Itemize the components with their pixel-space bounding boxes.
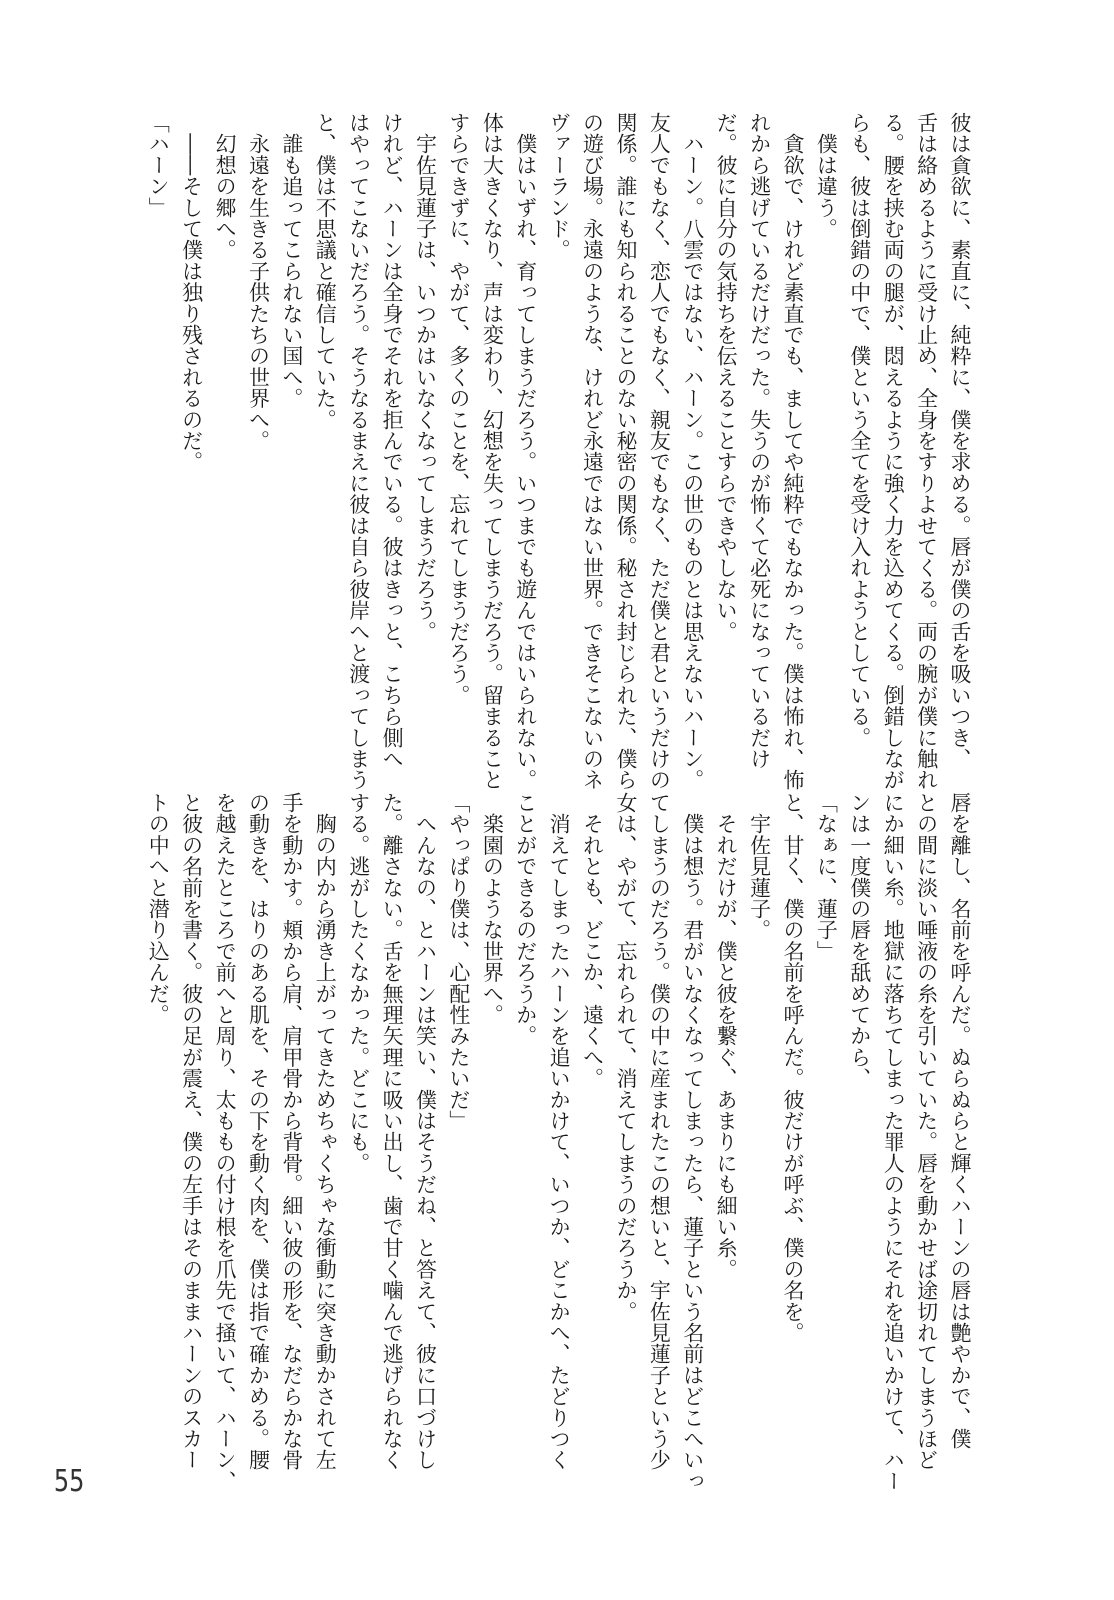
text-column: を越えたところで前へと周り、太ももの付け根を爪先で掻いて、ハーン、 [213,792,238,1492]
text-column: ことができるのだろうか。 [513,792,538,1047]
text-column: 関係。誰にも知られることのない秘密の関係。秘され封じられた、僕ら [613,112,638,791]
text-column: 消えてしまったハーンを追いかけて、いつか、どこかへ、たどりつく [547,792,572,1471]
upper-text-block [141,112,976,791]
text-column: 楽園のような世界へ。 [480,792,505,1026]
text-column: の動きを、はりのある肌を、その下を動く肉を、僕は指で確かめる。腰 [246,792,271,1471]
text-column: 僕は想う。君がいなくなってしまったら、蓮子という名前はどこへいっ [680,792,705,1492]
text-column: と、僕は不思議と確信していた。 [313,112,338,430]
text-column: 「やっぱり僕は、心配性みたいだ」 [446,792,471,1132]
text-column: 体は大きくなり、声は変わり、幻想を失ってしまうだろう。留まること [480,112,505,791]
text-column: 幻想の郷へ。 [213,112,238,261]
text-column: すらできずに、やがて、多くのことを、忘れてしまうだろう。 [446,112,471,706]
text-column: 永遠を生きる子供たちの世界へ。 [246,112,271,452]
text-column: 舌は絡めるように受け止め、全身をすりよせてくる。両の腕が僕に触れ [914,112,939,791]
text-column: けれど、ハーンは全身でそれを拒んでいる。彼はきっと、こちら側へ [380,112,405,770]
text-column: トの中へと潜り込んだ。 [146,792,171,1026]
text-column: れから逃げているだけだった。失うのが怖くて必死になっているだけ [747,112,772,770]
text-column: 友人でもなく、恋人でもなく、親友でもなく、ただ僕と君というだけの [647,112,672,791]
text-column: の遊び場。永遠のような、けれど永遠ではない世界。できそこないのネ [580,112,605,791]
text-column: ンは一度僕の唇を舐めてから、 [847,792,872,1089]
text-column: はやってこないだろう。そうなるまえに彼は自ら彼岸へと渡ってしまう [346,112,371,791]
text-column: 胸の内から湧き上がってきためちゃくちゃな衝動に突き動かされて左 [313,792,338,1471]
text-column: 宇佐見蓮子は、いつかはいなくなってしまうだろう。 [413,112,438,642]
text-column: らも、彼は倒錯の中で、僕という全てを受け入れようとしている。 [847,112,872,748]
text-column: 女は、やがて、忘れられて、消えてしまうのだろうか。 [613,792,638,1322]
text-column: それだけが、僕と彼を繋ぐ、あまりにも細い糸。 [714,792,739,1280]
lower-text-block [141,792,976,1492]
text-column: する。逃がしたくなかった。どこにも。 [346,792,371,1174]
text-column: にか細い糸。地獄に落ちてしまった罪人のようにそれを追いかけて、ハー [881,792,906,1492]
text-column: 手を動かす。頬から肩、肩甲骨から背骨。細い彼の形を、なだらかな骨 [279,792,304,1471]
text-column: 宇佐見蓮子。 [747,792,772,941]
text-column: てしまうのだろう。僕の中に産まれたこの想いと、宇佐見蓮子という少 [647,792,672,1471]
text-column: 彼は貪欲に、素直に、純粋に、僕を求める。唇が僕の舌を吸いつき、 [948,112,972,770]
page-number: 55 [53,1464,85,1499]
text-column: 「ハーン」 [146,112,171,218]
text-column: 「なぁに、蓮子」 [814,792,839,962]
text-column: 唇を離し、名前を呼んだ。ぬらぬらと輝くハーンの唇は艶やかで、僕 [948,792,972,1450]
text-column: と彼の名前を書く。彼の足が震え、僕の左手はそのままハーンのスカー [179,792,204,1471]
text-column: 誰も追ってこられない国へ。 [279,112,304,409]
text-column: ――そして僕は独り残されるのだ。 [179,112,204,473]
text-column: 僕は違う。 [814,112,839,240]
text-column: と、甘く、僕の名前を呼んだ。彼だけが呼ぶ、僕の名を。 [780,792,805,1344]
text-column: ヴァーランド。 [547,112,572,261]
text-column: た。離さない。舌を無理矢理に吸い出し、歯で甘く噛んで逃げられなく [380,792,405,1471]
text-column: 貪欲で、けれど素直でも、ましてや純粋でもなかった。僕は怖れ、怖 [780,112,805,791]
text-column: へんなの、とハーンは笑い、僕はそうだね、と答えて、彼に口づけし [413,792,438,1471]
text-column: との間に淡い唾液の糸を引いていた。唇を動かせば途切れてしまうほど [914,792,939,1471]
text-column: ハーン。八雲ではない、ハーン。この世のものとは思えないハーン。 [680,112,705,791]
text-column: る。腰を挟む両の腿が、悶えるように強く力を込めてくる。倒錯しなが [881,112,906,791]
text-column: だ。彼に自分の気持ちを伝えることすらできやしない。 [714,112,739,642]
text-column: 僕はいずれ、育ってしまうだろう。いつまでも遊んではいられない。 [513,112,538,791]
text-column: それとも、どこか、遠くへ。 [580,792,605,1089]
